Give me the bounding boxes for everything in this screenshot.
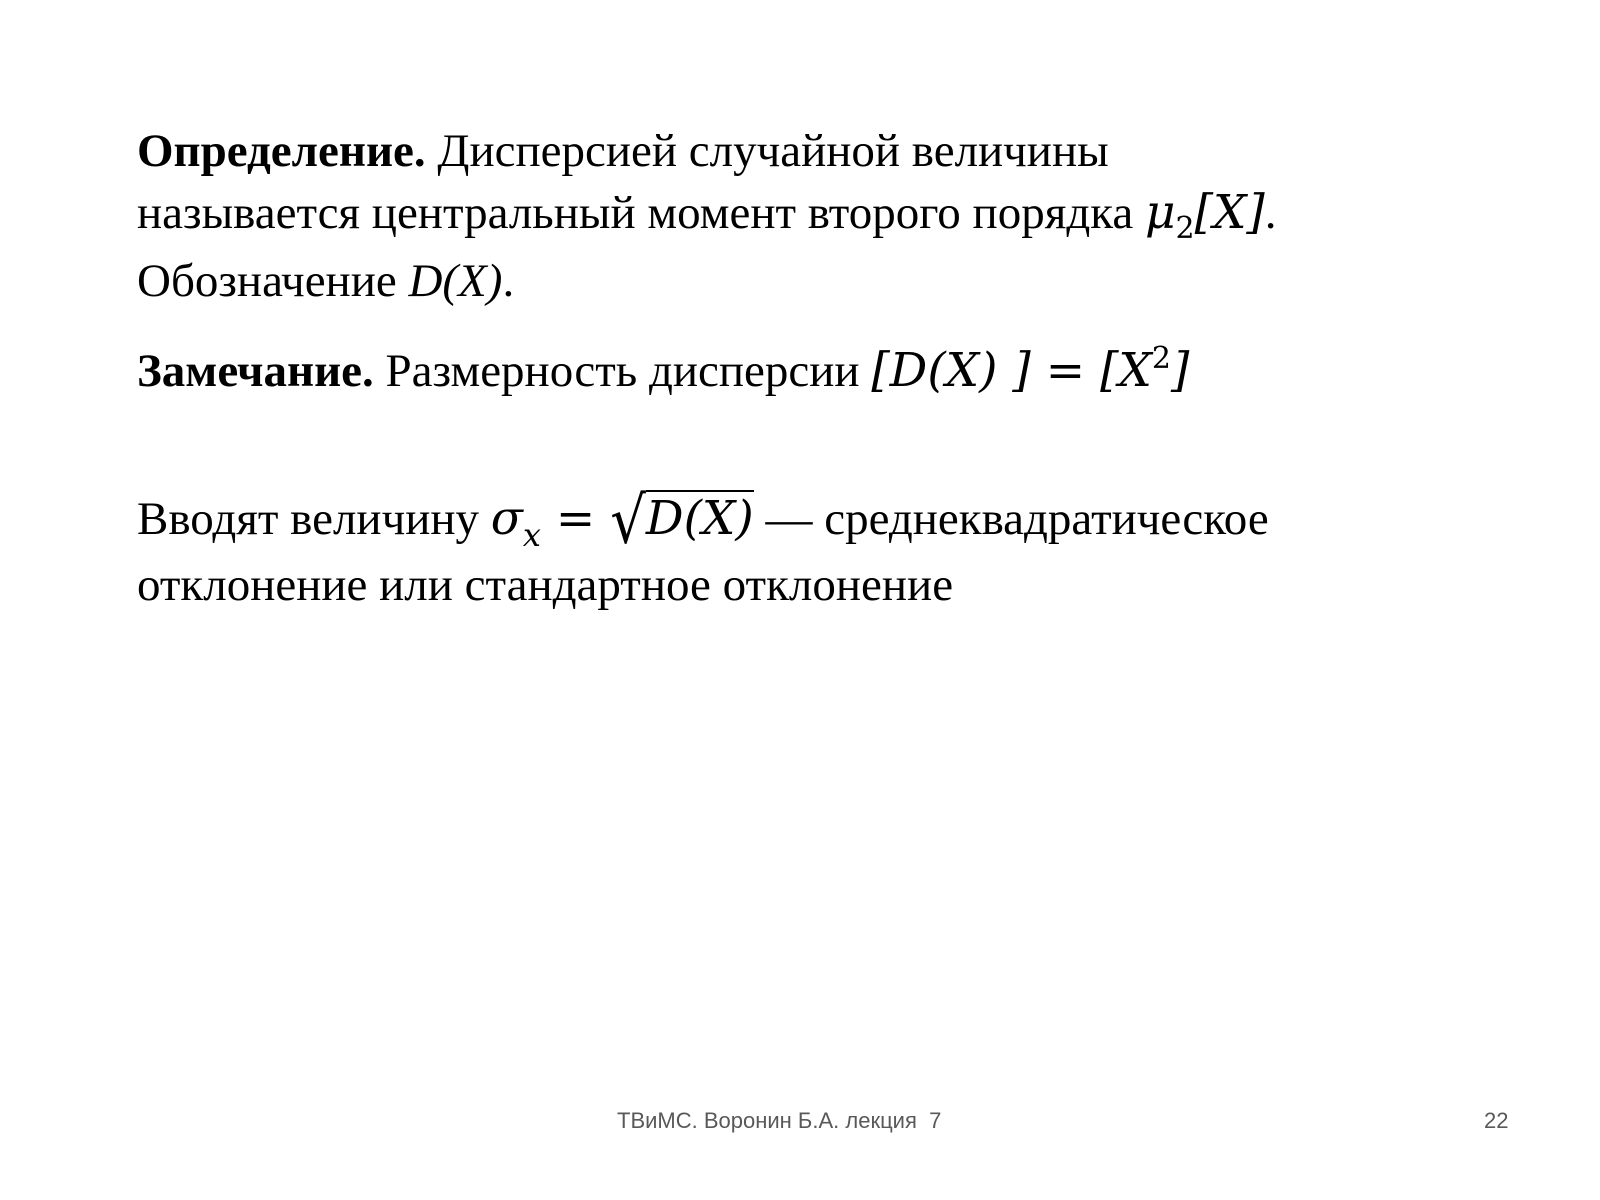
- definition-line-1-text: Дисперсией случайной величины: [437, 125, 1109, 177]
- sigma-subscript: x: [522, 516, 541, 554]
- notation-formula: D(X): [408, 255, 503, 307]
- definition-line-2-end: .: [1264, 187, 1277, 239]
- definition-heading: Определение.: [137, 125, 426, 177]
- definition-line-2-text: называется центральный момент второго порядка: [137, 187, 1134, 239]
- radical-sign: √: [610, 484, 646, 559]
- std-deviation-line-1: [137, 484, 1467, 559]
- dimension-rhs-open: [X: [1100, 343, 1152, 398]
- mu-subscript: 2: [1175, 211, 1195, 246]
- std-deviation-line-2: отклонение или стандартное отклонение: [137, 559, 954, 611]
- sigma-symbol: σ: [490, 491, 523, 546]
- dimension-lhs: [D(X) ]: [871, 343, 1031, 398]
- radicand: D(X): [645, 491, 754, 546]
- definition-line-2: [137, 182, 1467, 250]
- sigma-equals: =: [555, 491, 596, 546]
- square-root: [610, 484, 754, 559]
- remark-text: Размерность дисперсии: [385, 345, 860, 397]
- definition-line-3-end: .: [502, 255, 515, 307]
- dimension-rhs-close: ]: [1170, 343, 1190, 398]
- std-deviation-definition-text: — среднеквадратическое: [765, 493, 1269, 545]
- mu-symbol: μ: [1144, 185, 1176, 240]
- std-deviation-paragraph: [137, 485, 1467, 616]
- definition-line-3: [137, 250, 1467, 312]
- remark-paragraph: [137, 340, 1467, 408]
- dimension-rhs-exponent: 2: [1151, 341, 1171, 376]
- page-number: 22: [1484, 1108, 1509, 1133]
- dimension-formula: [871, 343, 1189, 398]
- central-moment-formula: [1144, 185, 1265, 246]
- remark-heading: Замечание.: [137, 345, 374, 397]
- mu-argument: [X]: [1194, 185, 1265, 240]
- std-deviation-intro-text: Вводят величину: [137, 493, 480, 545]
- dimension-equals: =: [1045, 343, 1086, 398]
- std-deviation-formula: [490, 484, 754, 559]
- footer-title: ТВиМС. Воронин Б.А. лекция 7: [617, 1108, 942, 1133]
- notation-label: Обозначение: [137, 255, 397, 307]
- definition-line-1: [137, 120, 1467, 182]
- definition-paragraph: [137, 120, 1467, 312]
